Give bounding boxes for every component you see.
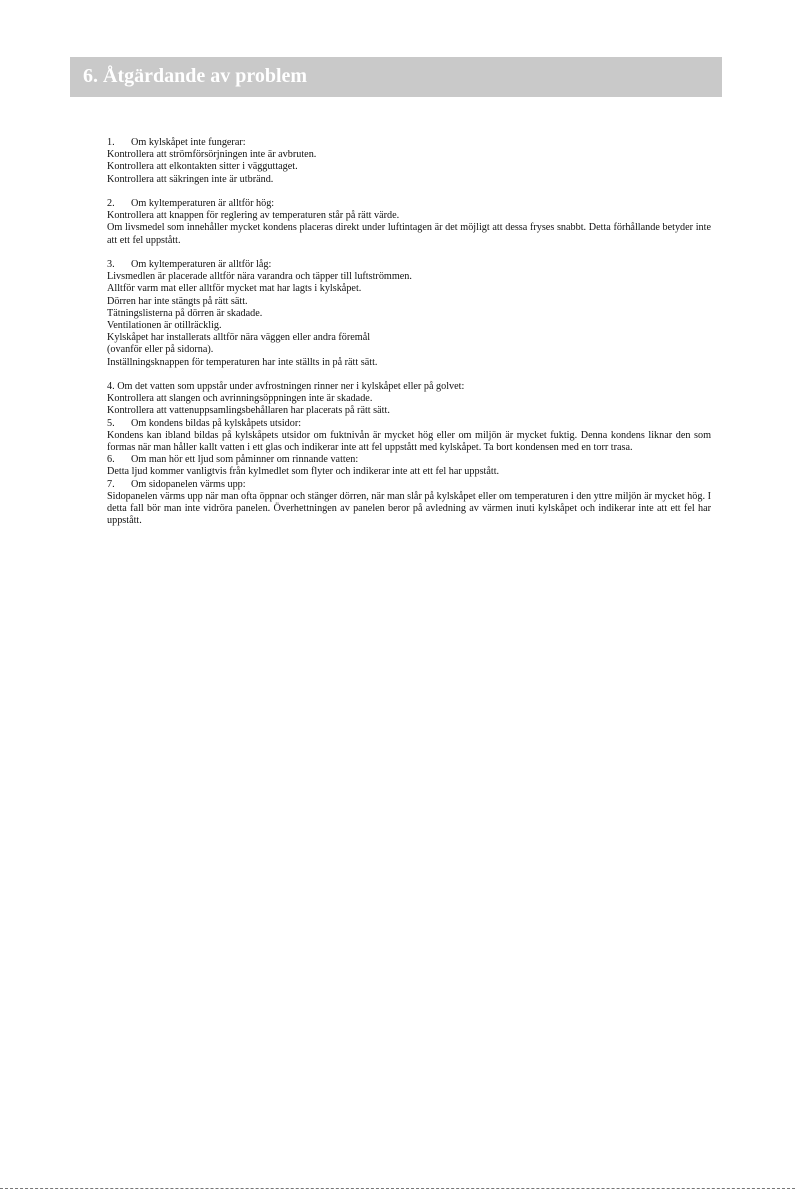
body-paragraph: Kondens kan ibland bildas på kylskåpets utsidor om fuktnivån är mycket hög eller om miljön är mycket fuktig. Denna kondens liknar den som formas när man håller kallt vatten i ett glas och indikerar inte att fel uppstått med kylskåpet. Ta bort kondensen med en torr trasa. [107, 429, 711, 454]
heading-text: Om sidopanelen värms upp: [131, 478, 246, 490]
section-heading [107, 198, 711, 210]
page-title: 6. Åtgärdande av problem [83, 65, 308, 87]
body-line: Kylskåpet har installerats alltför nära väggen eller andra föremål [107, 332, 371, 344]
body-line: Kontrollera att slangen och avrinningsöppningen inte är skadade. [107, 393, 373, 405]
section-heading: 4. Om det vatten som uppstår under avfrostningen rinner ner i kylskåpet eller på golvet: [107, 381, 465, 393]
item-number: 5. [107, 417, 115, 429]
body-line: Detta ljud kommer vanligtvis från kylmedlet som flyter och indikerar inte att ett fel har uppstått. [107, 466, 500, 478]
section-4 [107, 381, 711, 418]
section-heading [107, 454, 711, 466]
section-3 [107, 259, 711, 369]
body-line: Dörren har inte stängts på rätt sätt. [107, 295, 248, 307]
body-line: Ventilationen är otillräcklig. [107, 320, 222, 332]
body-line: (ovanför eller på sidorna). [107, 344, 214, 356]
section-heading [107, 137, 711, 149]
item-number: 7. [107, 478, 115, 490]
body-line: Alltför varm mat eller alltför mycket mat har lagts i kylskåpet. [107, 283, 362, 295]
section-7 [107, 479, 711, 528]
body-line: Inställningsknappen för temperaturen har inte ställts in på rätt sätt. [107, 356, 378, 368]
item-number: 6. [107, 454, 115, 466]
body-paragraph: Sidopanelen värms upp när man ofta öppnar och stänger dörren, när man slår på kylskåpet eller om temperaturen i den yttre miljön är mycket hög. I detta fall bör man inte vidröra panelen. Överhettningen av panelen beror på avledning av värmen inuti kylskåpet och indikerar inte att ett fel har uppstått. [107, 490, 711, 527]
heading-text: Om kondens bildas på kylskåpets utsidor: [131, 417, 302, 429]
body-paragraph: Om livsmedel som innehåller mycket kondens placeras direkt under luftintagen är det möjligt att dessa fryses snabbt. Detta förhållande betyder inte att ett fel uppstått. [107, 222, 711, 246]
item-number: 3. [107, 259, 115, 270]
body-line: Livsmedlen är placerade alltför nära varandra och täpper till luftströmmen. [107, 271, 412, 283]
section-6 [107, 454, 711, 478]
item-number: 2. [107, 198, 115, 209]
section-2 [107, 198, 711, 247]
body-line: Kontrollera att strömförsörjningen inte är avbruten. [107, 149, 317, 161]
section-header-bar [70, 57, 722, 97]
body-line: Kontrollera att säkringen inte är utbränd. [107, 173, 274, 185]
body-line: Kontrollera att elkontakten sitter i vägguttaget. [107, 161, 298, 173]
heading-text: Om kylskåpet inte fungerar: [131, 137, 246, 148]
section-heading [107, 479, 711, 491]
section-5 [107, 418, 711, 455]
section-1 [107, 137, 711, 186]
item-number: 1. [107, 137, 115, 148]
document-body [107, 137, 711, 527]
section-heading [107, 418, 711, 430]
body-line: Kontrollera att knappen för reglering av temperaturen står på rätt värde. [107, 210, 400, 222]
body-line: Tätningslisterna på dörren är skadade. [107, 307, 263, 319]
heading-text: Om kyltemperaturen är alltför låg: [131, 259, 272, 270]
heading-text: Om kyltemperaturen är alltför hög: [131, 198, 275, 209]
heading-text: Om man hör ett ljud som påminner om rinnande vatten: [131, 454, 359, 466]
section-heading [107, 259, 711, 271]
body-line: Kontrollera att vattenuppsamlingsbehållaren har placerats på rätt sätt. [107, 405, 390, 417]
